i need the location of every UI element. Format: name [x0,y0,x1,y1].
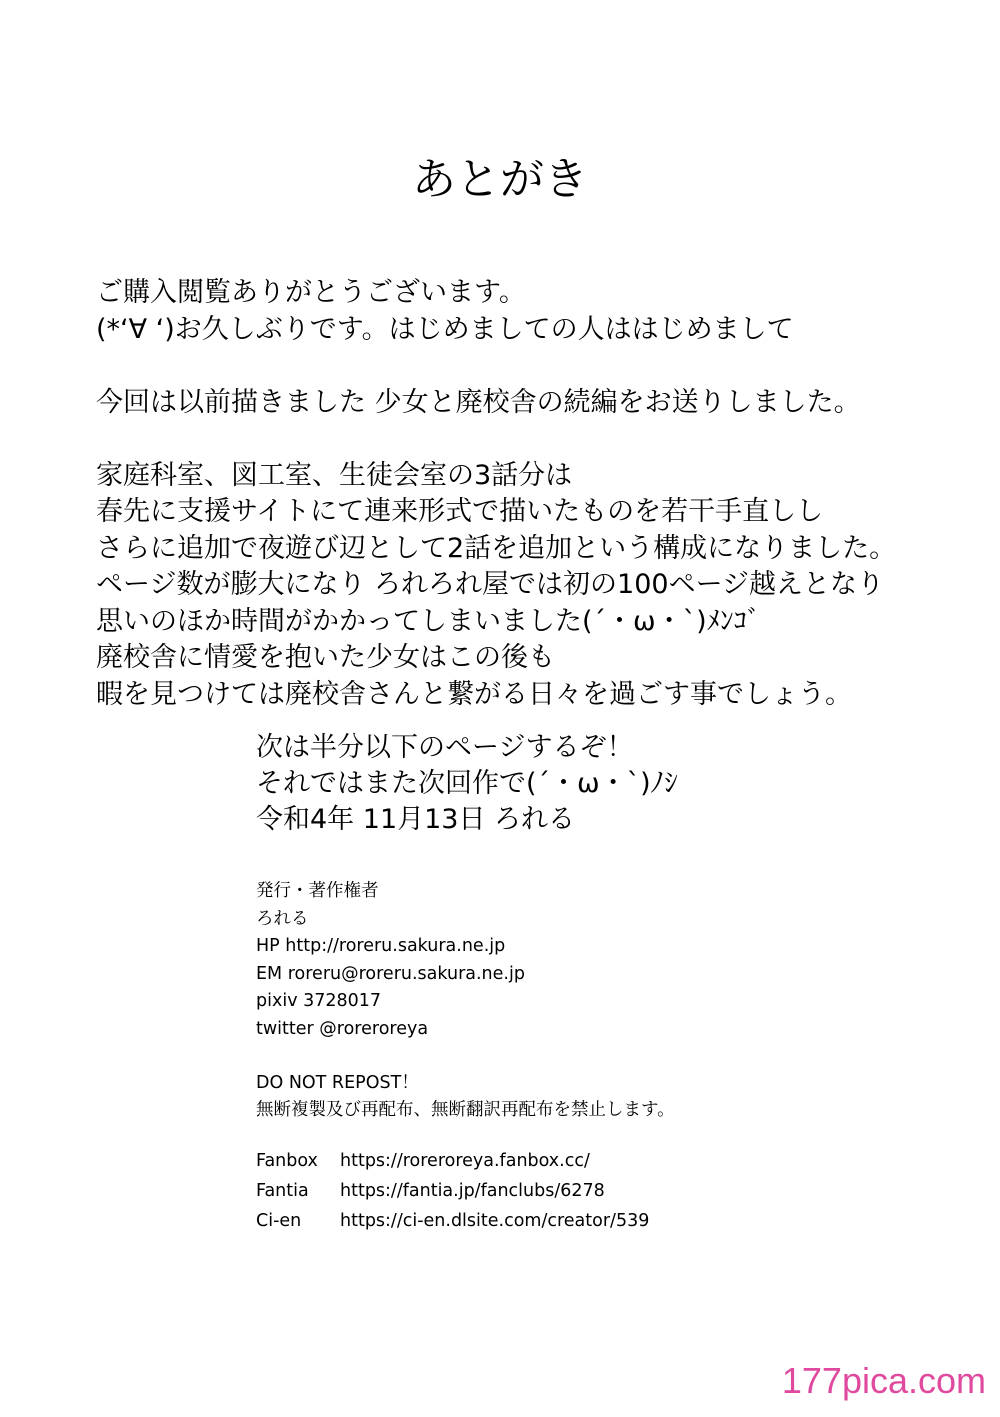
notice-line: 無断複製及び再配布、無断翻訳再配布を禁止します。 [256,1100,675,1120]
repost-notice [256,1070,675,1124]
body-line: 春先に支援サイトにて連来形式で描いたものを若干手直しし [96,496,824,527]
credit-twitter: twitter @roreroreya [256,1018,429,1039]
body-line: 家庭科室、図工室、生徒会室の3話分は [96,459,573,491]
watermark: 177pica.com [781,1360,986,1401]
closing-line: それではまた次回作で(´・ω・`)ﾉｼ [256,768,678,799]
body-line: (*‘∀ ‘)お久しぶりです。はじめましての人ははじめまして [96,313,794,345]
body-line: 暇を見つけては廃校舎さんと繋がる日々を過ごす事でしょう。 [96,678,852,710]
link-url: https://roreroreya.fanbox.cc/ [340,1151,590,1171]
publisher-credits [256,878,525,1043]
link-row-cien [256,1206,649,1236]
credit-email: EM roreru@roreru.sakura.ne.jp [256,963,525,984]
credit-heading: 発行・著作権者 [256,881,379,901]
link-label: Fantia [256,1181,309,1201]
closing-signature: 令和4年 11月13日 ろれる [256,804,576,835]
link-row-fanbox [256,1146,649,1176]
page-title: あとがき [412,154,588,205]
credit-author: ろれる [256,908,309,929]
body-line: 今回は以前描きました 少女と廃校舎の続編をお送りしました。 [96,386,861,418]
credit-pixiv: pixiv 3728017 [256,991,382,1011]
closing-message [256,730,678,838]
link-url: https://ci-en.dlsite.com/creator/539 [340,1211,650,1231]
notice-line: DO NOT REPOST！ [256,1073,419,1093]
support-links [256,1146,649,1236]
closing-line: 次は半分以下のページするぞ！ [256,732,634,763]
body-line: 廃校舎に情愛を抱いた少女はこの後も [96,642,555,673]
link-label: Fanbox [256,1151,318,1171]
body-line: ご購入閲覧ありがとうございます。 [96,277,526,308]
link-label: Ci-en [256,1211,302,1231]
body-line: ページ数が膨大になり ろれろれ屋では初の100ページ越えとなり [96,569,885,600]
body-line: 思いのほか時間がかかってしまいました(´・ω・`)ﾒﾝｺﾞ [96,605,761,637]
body-line: さらに追加で夜遊び辺として2話を追加という構成になりました。 [96,532,897,564]
afterword-body [96,275,896,713]
link-url: https://fantia.jp/fanclubs/6278 [340,1181,605,1201]
link-row-fantia [256,1176,649,1206]
credit-homepage: HP http://roreru.sakura.ne.jp [256,936,506,956]
